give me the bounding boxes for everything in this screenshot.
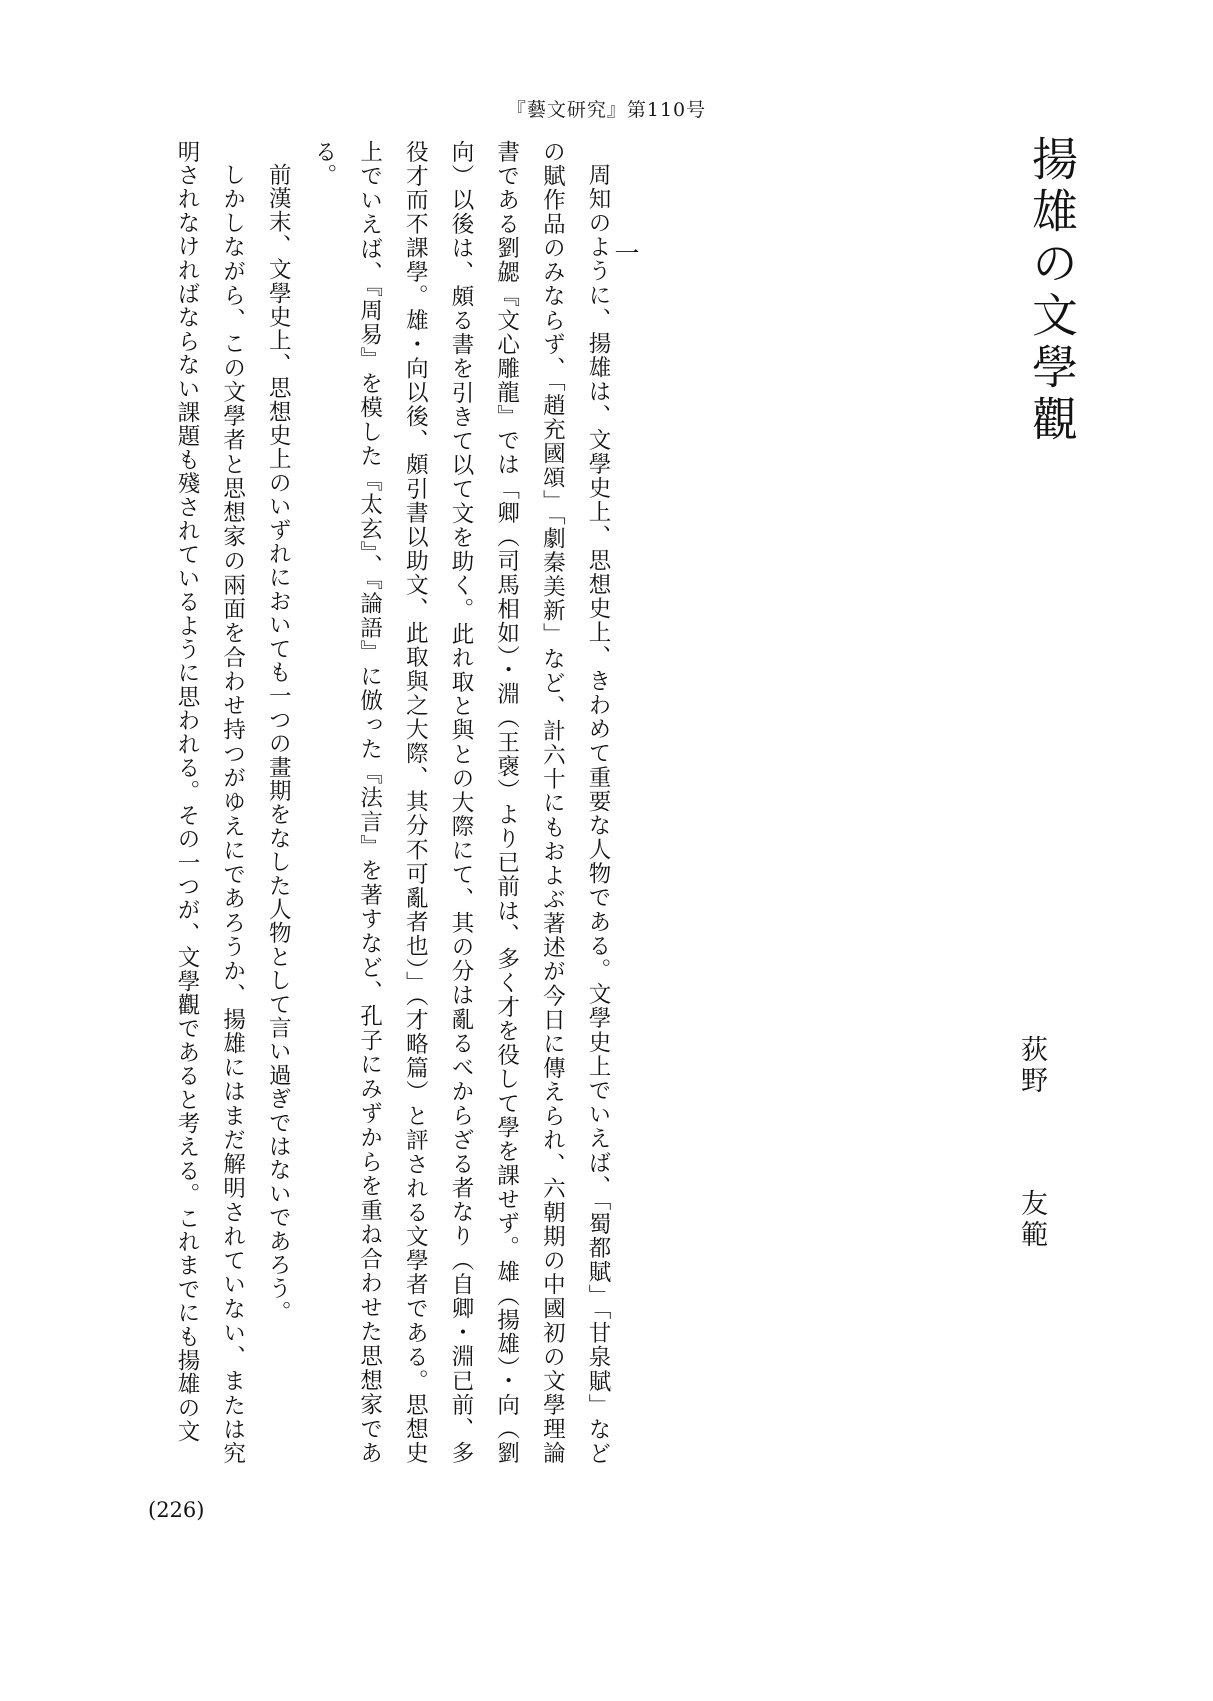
running-head: 『藝文研究』第110号: [506, 99, 707, 121]
page-title: 揚雄の文學觀: [1025, 135, 1079, 447]
author-family-name: 荻野: [1016, 1035, 1047, 1097]
author-block: [1012, 1035, 1051, 1251]
page-number: (226): [148, 1498, 205, 1522]
body-text: [140, 140, 620, 1465]
body-paragraph: しかしながら、この文學者と思想家の兩面を合わせ持つがゆえにであろうか、揚雄にはまだ解明されていない、または究明されなければならない課題も殘されているように思われる。その一つが、文學觀であると考える。これまでにも揚雄の文: [173, 140, 246, 1465]
body-paragraph: 前漢末、文學史上、思想史上のいずれにおいても一つの畫期をなした人物として言い過ぎではないであろう。: [265, 162, 292, 1324]
section-number: 一: [611, 240, 640, 265]
body-paragraph: 周知のように、揚雄は、文學史上、思想史上、きわめて重要な人物である。文學史上でいえば、「蜀都賦」「甘泉賦」などの賦作品のみならず、「趙充國頌」「劇秦美新」など、計六十にもおよぶ著述が今日に傳えられ、六朝期の中國初の文學理論書である劉勰『文心雕龍』では「卿（司馬相如）・淵（王襃）より已前は、多く才を役して學を課せず。雄（揚雄）・向（劉向）以後は、頗る書を引きて以て文を助く。此れ取と與との大際にて、其の分は亂るべからざる者なり（自卿・淵已前、多役才而不課學。雄・向以後、頗引書以助文、此取與之大際、其分不可亂者也）」（才略篇）と評される文學者である。思想史上でいえば、『周易』を模した『太玄』、『論語』に倣った『法言』を著すなど、孔子にみずからを重ね合わせた思想家である。: [310, 140, 611, 1465]
author-given-name: 友範: [1016, 1189, 1047, 1251]
